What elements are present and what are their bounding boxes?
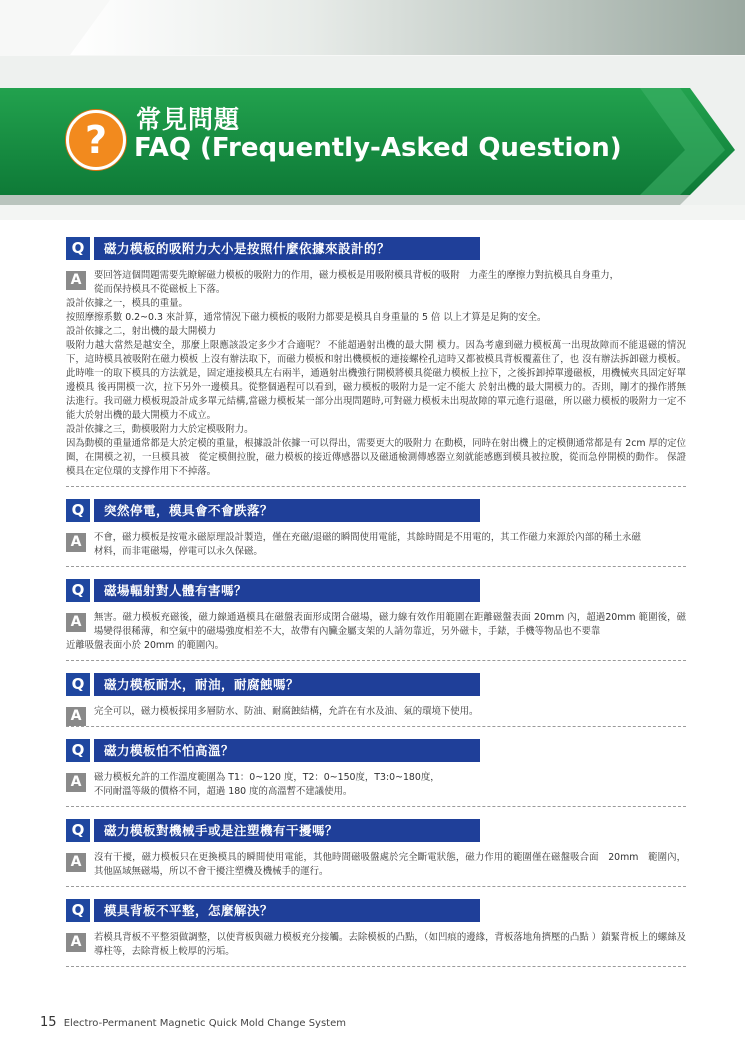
answer-intro <box>66 269 686 297</box>
section-divider <box>66 726 686 727</box>
answer-line: 無害。磁力模板充磁後，磁力線通過模具在磁盤表面形成閉合磁場，磁力線有效作用範圍在距離磁盤表面 20mm 內，超過20mm 範圍後，磁場變得很稀薄，和空氣中的磁場強度相差不大，故帶有內臟金屬支架的人請勿靠近，另外磁卡，手錶，手機等物品也不要靠 <box>94 612 686 637</box>
answer-line: 要回答這個問題需要先瞭解磁力模板的吸附力的作用，磁力模板是用吸附模具背板的吸附 力產生的摩擦力對抗模具自身重力， <box>94 270 620 281</box>
question-text: 磁場輻射對人體有害嗎？ <box>94 579 480 602</box>
answer-line: 若模具背板不平整須做調整，以使背板與磁力模板充分接觸。去除模板的凸點，（如凹痕的邊緣，背板落地角擠壓的凸點 ）鎖緊背板上的螺絲及導柱等，去除背板上較厚的污垢。 <box>94 932 686 957</box>
page-header <box>0 0 745 220</box>
answer-badge: A <box>66 533 86 552</box>
header-banner-graphic <box>0 0 745 220</box>
section-divider <box>66 886 686 887</box>
answer-line: 不同耐溫等級的價格不同，超過 180 度的高溫暫不建議使用。 <box>94 786 353 797</box>
answer-line: 完全可以，磁力模板採用多層防水、防油、耐腐蝕結構，允許在有水及油、氣的環境下使用。 <box>94 706 479 717</box>
answer-line: 磁力模板允許的工作溫度範圍為 T1：0~120 度，T2：0~150度，T3:0~180度， <box>94 772 440 783</box>
faq-item <box>66 237 686 487</box>
faq-item <box>66 673 686 727</box>
answer-intro <box>66 705 686 719</box>
faq-answer <box>66 931 686 959</box>
faq-question <box>66 739 686 762</box>
answer-badge: A <box>66 271 86 290</box>
faq-answer <box>66 771 686 799</box>
question-badge: Q <box>66 237 90 260</box>
faq-answer <box>66 531 686 559</box>
question-mark-icon: ? <box>66 110 126 170</box>
faq-item <box>66 499 686 567</box>
faq-answer <box>66 705 686 724</box>
faq-item <box>66 739 686 807</box>
faq-question <box>66 899 686 922</box>
answer-paragraph: 近離吸盤表面小於 20mm 的範圍內。 <box>66 640 225 651</box>
faq-list <box>66 237 686 967</box>
answer-intro <box>66 931 686 959</box>
answer-line: 從而保持模具不從磁板上下落。 <box>94 284 226 295</box>
answer-intro <box>66 531 686 559</box>
question-badge: Q <box>66 819 90 842</box>
faq-item <box>66 579 686 661</box>
answer-intro <box>66 771 686 799</box>
section-divider <box>66 566 686 567</box>
answer-badge: A <box>66 613 86 632</box>
section-divider <box>66 806 686 807</box>
faq-question <box>66 237 686 260</box>
faq-question <box>66 499 686 522</box>
question-text: 磁力模板耐水，耐油，耐腐蝕嗎？ <box>94 673 480 696</box>
page-title-en: FAQ (Frequently-Asked Question) <box>134 133 622 163</box>
section-divider <box>66 966 686 967</box>
question-text: 突然停電，模具會不會跌落？ <box>94 499 480 522</box>
faq-item <box>66 819 686 887</box>
answer-paragraph: 吸附力越大當然是越安全，那麼上限應該設定多少才合適呢？ 不能超過射出機的最大開 模力。因為考慮到磁力模板萬一出現故障而不能退磁的情況下，這時模具被吸附在磁力模板 上沒有辦法取下，而磁力模板和射出機模板的連接螺栓孔這時又都被模具背板覆蓋住了，也 沒有辦法拆卸磁力模板。此時唯一的取下模具的方法就是，固定連接模具左右兩半，通過射出機強行開模將模具從磁力模板上拉下，之後拆卸掉單邊磁板，用機械夾具固定好單邊模具 後再開模一次，拉下另外一邊模具。從整個過程可以看到，磁力模板的吸附力是一定不能大 於射出機的最大開模力的。否則，剛才的操作將無法進行。我司磁力模板現設計成多單元結構,當磁力模板某一部分出現問題時,可對磁力模板未出現故障的單元進行退磁，所以磁力模板的吸附力一定不能大於射出機的最大開模力不成立。 <box>66 340 686 421</box>
faq-answer <box>66 851 686 879</box>
page-title-zh: 常見問題 <box>136 105 241 134</box>
answer-intro <box>66 851 686 879</box>
question-badge: Q <box>66 739 90 762</box>
faq-question <box>66 579 686 602</box>
faq-question <box>66 673 686 696</box>
answer-badge: A <box>66 853 86 872</box>
page-number: 15 <box>40 1015 57 1030</box>
answer-paragraph: 設計依據之一，模具的重量。 <box>66 298 188 309</box>
answer-paragraph: 設計依據之三，動模吸附力大於定模吸附力。 <box>66 424 254 435</box>
answer-badge: A <box>66 773 86 792</box>
answer-paragraph: 因為動模的重量通常都是大於定模的重量，根據設計依據一可以得出，需要更大的吸附力 在動模，同時在射出機上的定模側通常都是有 2cm 厚的定位圈，在開模之初，一旦模具被 從定模側拉脫，磁力模板的接近傳感器以及磁通檢測傳感器立刻就能感應到模具被拉脫，從而急停開模的動作。 保證模具在定位環的支撐作用下不掉落。 <box>66 438 686 477</box>
answer-paragraph: 按照摩擦系數 0.2~0.3 來計算，通常情況下磁力模板的吸附力都要是模具自身重量的 5 倍 以上才算是足夠的安全。 <box>66 312 547 323</box>
answer-paragraph: 設計依據之二，射出機的最大開模力 <box>66 326 217 337</box>
answer-line: 沒有干擾，磁力模板只在更換模具的瞬間使用電能，其他時間磁吸盤處於完全斷電狀態，磁力作用的範圍僅在磁盤吸合面 20mm 範圍內，其他區域無磁場，所以不會干擾注塑機及機械手的運行。 <box>94 852 686 877</box>
question-badge: Q <box>66 899 90 922</box>
question-badge: Q <box>66 673 90 696</box>
question-badge: Q <box>66 499 90 522</box>
question-text: 模具背板不平整，怎麼解決？ <box>94 899 480 922</box>
question-badge: Q <box>66 579 90 602</box>
answer-intro <box>66 611 686 639</box>
answer-badge: A <box>66 707 86 726</box>
footer-text: Electro-Permanent Magnetic Quick Mold Change System <box>63 1018 346 1029</box>
faq-answer <box>66 269 686 479</box>
question-text: 磁力模板怕不怕高溫？ <box>94 739 480 762</box>
answer-badge: A <box>66 933 86 952</box>
question-text: 磁力模板對機械手或是注塑機有干擾嗎？ <box>94 819 480 842</box>
answer-line: 不會，磁力模板是按電永磁原理設計製造，僅在充磁/退磁的瞬間使用電能，其餘時間是不用電的，其工作磁力來源於內部的稀土永磁 <box>94 532 641 543</box>
answer-line: 材料，而非電磁場，停電可以永久保磁。 <box>94 546 263 557</box>
section-divider <box>66 660 686 661</box>
faq-answer <box>66 611 686 653</box>
section-divider <box>66 486 686 487</box>
question-text: 磁力模板的吸附力大小是按照什麼依據來設計的？ <box>94 237 480 260</box>
faq-item <box>66 899 686 967</box>
faq-question <box>66 819 686 842</box>
page-footer <box>40 1015 346 1030</box>
